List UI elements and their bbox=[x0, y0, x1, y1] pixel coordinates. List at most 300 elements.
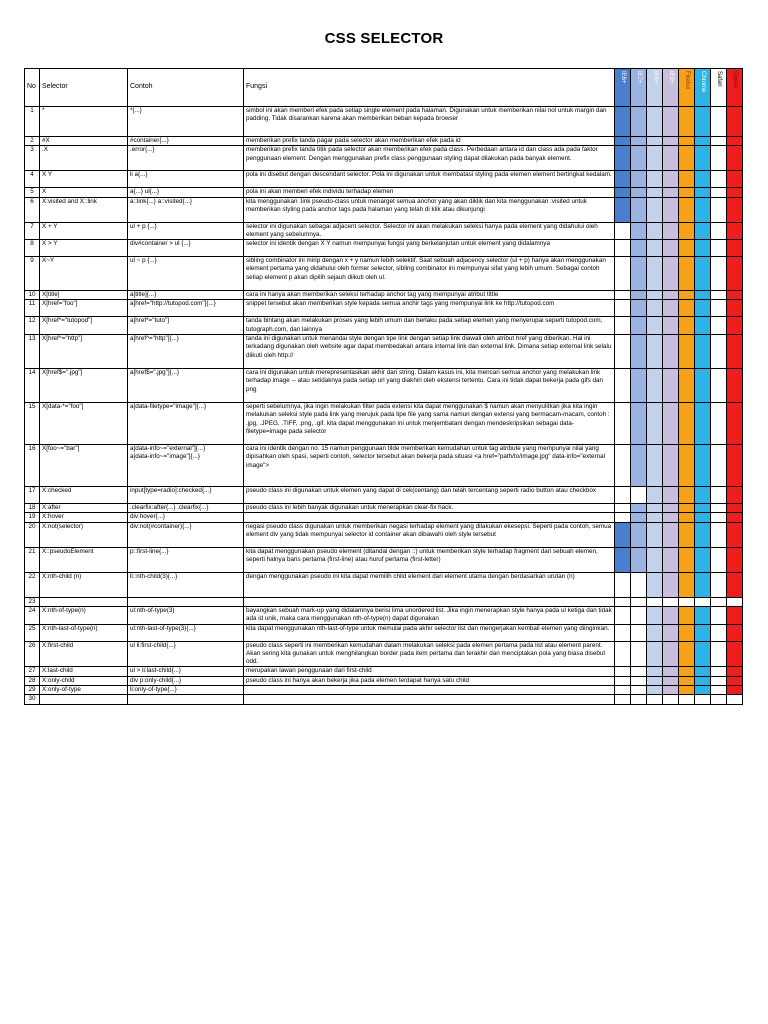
browser-header-firefox bbox=[679, 69, 695, 107]
support-cell bbox=[615, 695, 631, 704]
cell-no: 19 bbox=[25, 513, 40, 522]
support-cell bbox=[679, 188, 695, 197]
support-cell bbox=[663, 317, 679, 335]
support-cell bbox=[727, 137, 743, 146]
support-cell bbox=[727, 257, 743, 291]
support-cell bbox=[695, 257, 711, 291]
support-cell bbox=[679, 641, 695, 667]
cell-no: 20 bbox=[25, 522, 40, 547]
support-cell bbox=[631, 222, 647, 240]
cell-no: 30 bbox=[25, 695, 40, 704]
cell-contoh: ul > li:last-child{...} bbox=[128, 667, 244, 676]
cell-contoh: div#container > ul {...} bbox=[128, 240, 244, 257]
support-cell bbox=[615, 504, 631, 513]
support-cell bbox=[695, 146, 711, 171]
support-cell bbox=[615, 403, 631, 445]
support-cell bbox=[615, 624, 631, 641]
support-cell bbox=[615, 676, 631, 685]
cell-no: 25 bbox=[25, 624, 40, 641]
cell-no: 5 bbox=[25, 188, 40, 197]
cell-contoh: input[type=radio]:checked{...} bbox=[128, 487, 244, 504]
cell-fungsi: tanda ini digunakan untuk menandai style dengan tipe link dengan setiap link diawali oleh atribut href yang diberikan. Hal ini terkadang digunakan oleh website agar dapat membedakan antara internal link dan external link. Dimana setiap external link selalu diikuti oleh http:// bbox=[244, 335, 615, 369]
support-cell bbox=[631, 335, 647, 369]
support-cell bbox=[727, 222, 743, 240]
support-cell bbox=[663, 572, 679, 597]
support-cell bbox=[695, 695, 711, 704]
support-cell bbox=[647, 522, 663, 547]
support-cell bbox=[631, 487, 647, 504]
cell-no: 12 bbox=[25, 317, 40, 335]
cell-selector: X:not(selector) bbox=[40, 522, 128, 547]
support-cell bbox=[631, 369, 647, 403]
support-cell bbox=[679, 445, 695, 487]
cell-no: 15 bbox=[25, 403, 40, 445]
cell-no: 7 bbox=[25, 222, 40, 240]
support-cell bbox=[695, 403, 711, 445]
cell-contoh bbox=[128, 597, 244, 606]
support-cell bbox=[631, 624, 647, 641]
browser-name: IE7+ bbox=[636, 71, 642, 84]
support-cell bbox=[711, 146, 727, 171]
browser-name: IE6+ bbox=[620, 71, 626, 84]
support-cell bbox=[711, 188, 727, 197]
support-cell bbox=[647, 369, 663, 403]
support-cell bbox=[615, 146, 631, 171]
support-cell bbox=[615, 257, 631, 291]
support-cell bbox=[615, 300, 631, 317]
browser-name: Chrome bbox=[700, 71, 706, 93]
cell-fungsi: kita menggunakan :link pseudo-class untuk menarget semua anchor yang akan diklik dan kita menggunakan :visited untuk memberikan styling pada anchor tags pada halaman yang telah di klik atau dikunjungi bbox=[244, 197, 615, 222]
table-row bbox=[25, 403, 743, 445]
support-cell bbox=[647, 624, 663, 641]
support-cell bbox=[711, 197, 727, 222]
support-cell bbox=[727, 487, 743, 504]
support-cell bbox=[647, 291, 663, 300]
cell-no: 18 bbox=[25, 504, 40, 513]
support-cell bbox=[679, 676, 695, 685]
cell-fungsi: tanda bintang akan melakukan proses yang lebih umum dan berlaku pada setiap elemen yang menyerupai seperti tutopod.com, tutograph.com, dan lainnya bbox=[244, 317, 615, 335]
support-cell bbox=[695, 171, 711, 188]
table-row bbox=[25, 513, 743, 522]
support-cell bbox=[647, 222, 663, 240]
support-cell bbox=[615, 107, 631, 137]
cell-contoh: .error{...} bbox=[128, 146, 244, 171]
browser-header-ie6 bbox=[615, 69, 631, 107]
cell-selector: X[href="foo"] bbox=[40, 300, 128, 317]
table-row bbox=[25, 606, 743, 624]
support-cell bbox=[647, 137, 663, 146]
cell-selector: X:only-of-type bbox=[40, 686, 128, 695]
support-cell bbox=[695, 369, 711, 403]
cell-no: 2 bbox=[25, 137, 40, 146]
support-cell bbox=[711, 597, 727, 606]
support-cell bbox=[615, 222, 631, 240]
support-cell bbox=[647, 171, 663, 188]
cell-no: 8 bbox=[25, 240, 40, 257]
cell-no: 1 bbox=[25, 107, 40, 137]
support-cell bbox=[631, 257, 647, 291]
support-cell bbox=[663, 335, 679, 369]
support-cell bbox=[679, 547, 695, 572]
support-cell bbox=[695, 107, 711, 137]
table-row bbox=[25, 547, 743, 572]
support-cell bbox=[615, 547, 631, 572]
table-row bbox=[25, 335, 743, 369]
support-cell bbox=[663, 695, 679, 704]
support-cell bbox=[631, 445, 647, 487]
cell-selector: X[foo~="bar"] bbox=[40, 445, 128, 487]
support-cell bbox=[647, 695, 663, 704]
header-fungsi: Fungsi bbox=[244, 69, 615, 107]
browser-header-ie9 bbox=[663, 69, 679, 107]
support-cell bbox=[647, 572, 663, 597]
support-cell bbox=[711, 107, 727, 137]
cell-fungsi: cara ini identik dengan no. 15 namun penggunaan tilde memberikan kemudahan untuk tag atribute yang mempunyai nilai yang dipisahkan oleh spasi, seperti contoh, selector tersebut akan bekerja pada situasi <a href="path/to/image.jpg" data-info="external image"> bbox=[244, 445, 615, 487]
support-cell bbox=[679, 291, 695, 300]
support-cell bbox=[679, 317, 695, 335]
support-cell bbox=[631, 188, 647, 197]
table-row bbox=[25, 445, 743, 487]
support-cell bbox=[631, 137, 647, 146]
support-cell bbox=[695, 222, 711, 240]
support-cell bbox=[727, 513, 743, 522]
cell-fungsi bbox=[244, 513, 615, 522]
browser-header-opera bbox=[727, 69, 743, 107]
support-cell bbox=[647, 676, 663, 685]
cell-no: 10 bbox=[25, 291, 40, 300]
table-row bbox=[25, 667, 743, 676]
cell-contoh: ul + p {...} bbox=[128, 222, 244, 240]
cell-fungsi: kita dapat menggunakan nth-last-of-type untuk memulai pada akhir selector list dan mengerjakan kembali elemen yang diinginkan. bbox=[244, 624, 615, 641]
support-cell bbox=[647, 146, 663, 171]
cell-contoh: a[href^="http"]{...} bbox=[128, 335, 244, 369]
support-cell bbox=[727, 695, 743, 704]
cell-contoh: a[href*="tuto"] bbox=[128, 317, 244, 335]
support-cell bbox=[615, 686, 631, 695]
support-cell bbox=[727, 197, 743, 222]
cell-fungsi: selector ini identik dengan X Y namun mempunyai fungsi yang berkelanjutan untuk element yang didalamnya bbox=[244, 240, 615, 257]
support-cell bbox=[615, 137, 631, 146]
support-cell bbox=[695, 317, 711, 335]
support-cell bbox=[615, 335, 631, 369]
support-cell bbox=[727, 300, 743, 317]
cell-selector: X:first-child bbox=[40, 641, 128, 667]
support-cell bbox=[663, 624, 679, 641]
support-cell bbox=[679, 335, 695, 369]
support-cell bbox=[679, 572, 695, 597]
cell-contoh: p::first-line{...} bbox=[128, 547, 244, 572]
cell-fungsi: snippet tersebut akan memberikan style kepada semua anchir tags yang mempunyai link ke http://tutopod.com bbox=[244, 300, 615, 317]
support-cell bbox=[663, 513, 679, 522]
header-selector: Selector bbox=[40, 69, 128, 107]
support-cell bbox=[663, 403, 679, 445]
support-cell bbox=[663, 300, 679, 317]
browser-name: IE8+ bbox=[652, 71, 658, 84]
cell-fungsi: pola ini disebut dengan descendant selector. Pola ini digunakan untuk membatasi styling pada elemen element bertingkat kedalam. bbox=[244, 171, 615, 188]
cell-selector bbox=[40, 597, 128, 606]
cell-selector: X:visited and X::link bbox=[40, 197, 128, 222]
table-row bbox=[25, 317, 743, 335]
cell-no: 9 bbox=[25, 257, 40, 291]
support-cell bbox=[631, 513, 647, 522]
support-cell bbox=[727, 403, 743, 445]
support-cell bbox=[679, 369, 695, 403]
support-cell bbox=[711, 487, 727, 504]
support-cell bbox=[711, 222, 727, 240]
support-cell bbox=[631, 686, 647, 695]
support-cell bbox=[695, 504, 711, 513]
cell-contoh: ul:nth-of-type(3) bbox=[128, 606, 244, 624]
cell-fungsi: memberikan prefix tanda titik pada selector akan memberikan efek pada class. Perbedaan antara id dan class ada pada faktor penggunaan element. Dengan menggunakan prefix class penggunaan styling dapat dilakukan pada banyak element. bbox=[244, 146, 615, 171]
support-cell bbox=[711, 403, 727, 445]
cell-fungsi bbox=[244, 597, 615, 606]
table-row bbox=[25, 188, 743, 197]
support-cell bbox=[679, 146, 695, 171]
cell-selector: #X bbox=[40, 137, 128, 146]
table-row bbox=[25, 222, 743, 240]
support-cell bbox=[695, 597, 711, 606]
support-cell bbox=[727, 146, 743, 171]
support-cell bbox=[615, 487, 631, 504]
cell-fungsi: negasi pseudo class digunakan untuk memberikan negasi terhadap element yang dilakukan ekesepsi. Seperti pada contoh, semua element div yang tidak mempunyai selector id container akan dibawahi oleh style tersebut bbox=[244, 522, 615, 547]
cell-selector: X[href$=".jpg"] bbox=[40, 369, 128, 403]
cell-selector: X:checked bbox=[40, 487, 128, 504]
support-cell bbox=[727, 504, 743, 513]
support-cell bbox=[663, 222, 679, 240]
cell-fungsi: memberikan prefix tanda pagar pada selector akan memberikan efek pada id bbox=[244, 137, 615, 146]
cell-selector bbox=[40, 695, 128, 704]
cell-selector: X:last-child bbox=[40, 667, 128, 676]
support-cell bbox=[711, 504, 727, 513]
support-cell bbox=[615, 188, 631, 197]
support-cell bbox=[615, 369, 631, 403]
cell-contoh: a[href="http://tutopod.com"]{...} bbox=[128, 300, 244, 317]
support-cell bbox=[727, 445, 743, 487]
table-row bbox=[25, 504, 743, 513]
support-cell bbox=[695, 137, 711, 146]
table-body bbox=[25, 107, 743, 705]
support-cell bbox=[695, 197, 711, 222]
support-cell bbox=[679, 107, 695, 137]
cell-selector: X[title] bbox=[40, 291, 128, 300]
table-row bbox=[25, 197, 743, 222]
support-cell bbox=[711, 171, 727, 188]
support-cell bbox=[679, 222, 695, 240]
table-row bbox=[25, 695, 743, 704]
browser-name: Safari bbox=[716, 71, 722, 87]
cell-fungsi: pseudo class ini hanya akan bekerja jika pada elemen terdapat hanya satu child bbox=[244, 676, 615, 685]
support-cell bbox=[695, 335, 711, 369]
support-cell bbox=[711, 686, 727, 695]
support-cell bbox=[711, 695, 727, 704]
cell-fungsi: pseudo class ini lebih banyak digunakan untuk menerapkan clear-fix hack. bbox=[244, 504, 615, 513]
support-cell bbox=[631, 146, 647, 171]
cell-no: 22 bbox=[25, 572, 40, 597]
cell-no: 23 bbox=[25, 597, 40, 606]
table-row bbox=[25, 369, 743, 403]
support-cell bbox=[647, 240, 663, 257]
support-cell bbox=[711, 300, 727, 317]
cell-no: 27 bbox=[25, 667, 40, 676]
table-row bbox=[25, 146, 743, 171]
support-cell bbox=[711, 137, 727, 146]
cell-selector: * bbox=[40, 107, 128, 137]
support-cell bbox=[663, 606, 679, 624]
support-cell bbox=[679, 171, 695, 188]
support-cell bbox=[615, 291, 631, 300]
cell-contoh: ul ~ p {...} bbox=[128, 257, 244, 291]
support-cell bbox=[679, 695, 695, 704]
support-cell bbox=[631, 504, 647, 513]
table-row bbox=[25, 572, 743, 597]
support-cell bbox=[647, 188, 663, 197]
cell-contoh: li:only-of-type{...} bbox=[128, 686, 244, 695]
support-cell bbox=[727, 686, 743, 695]
support-cell bbox=[631, 695, 647, 704]
table-row bbox=[25, 300, 743, 317]
cell-no: 29 bbox=[25, 686, 40, 695]
support-cell bbox=[631, 317, 647, 335]
cell-fungsi: pseudo class ini digunakan untuk elemen yang dapat di cek(centang) dan telah tercentang seperti radio button atau checkbox bbox=[244, 487, 615, 504]
cell-contoh: *{...} bbox=[128, 107, 244, 137]
cell-fungsi bbox=[244, 686, 615, 695]
support-cell bbox=[647, 686, 663, 695]
page-title: CSS SELECTOR bbox=[324, 30, 444, 47]
support-cell bbox=[711, 572, 727, 597]
support-cell bbox=[647, 257, 663, 291]
support-cell bbox=[663, 686, 679, 695]
browser-name: Opera bbox=[732, 71, 738, 88]
cell-selector: .X bbox=[40, 146, 128, 171]
support-cell bbox=[695, 291, 711, 300]
support-cell bbox=[711, 624, 727, 641]
support-cell bbox=[695, 686, 711, 695]
support-cell bbox=[663, 188, 679, 197]
support-cell bbox=[663, 667, 679, 676]
table-row bbox=[25, 597, 743, 606]
support-cell bbox=[695, 300, 711, 317]
support-cell bbox=[679, 606, 695, 624]
support-cell bbox=[631, 572, 647, 597]
support-cell bbox=[711, 335, 727, 369]
support-cell bbox=[711, 369, 727, 403]
support-cell bbox=[711, 445, 727, 487]
support-cell bbox=[647, 197, 663, 222]
support-cell bbox=[727, 597, 743, 606]
support-cell bbox=[727, 606, 743, 624]
cell-fungsi: pseudo class seperti ini memberikan kemudahan dalam melakukan seleksi pada elemen pertama pada list atau element parent. Akan sering kita gunakan untuk menghilangkan border pada item pertama dan terakhir dan menciptakan pola yang biasa disebut odd. bbox=[244, 641, 615, 667]
cell-fungsi: seperti sebelumnya, jika ingin melakukan filter pada extensi kita dapat menggunakan $ namun akan menyulitkan jika kita ingin melakukan seleksi style pada link yang merujuk pada tipe file yang sama namun dengan extensi yang bermacam-macam, contoh : .jpg, .JPEG, .TIFF, .png, .gif. kita dapat menggunakan ini untuk menjembatani dengan mendeskripsikan sebagai data-filetype=image pada selector bbox=[244, 403, 615, 445]
support-cell bbox=[615, 522, 631, 547]
cell-contoh: a::link{...} a::visited{...} bbox=[128, 197, 244, 222]
support-cell bbox=[727, 107, 743, 137]
support-cell bbox=[695, 240, 711, 257]
support-cell bbox=[663, 504, 679, 513]
support-cell bbox=[727, 572, 743, 597]
support-cell bbox=[647, 403, 663, 445]
cell-no: 14 bbox=[25, 369, 40, 403]
table-row bbox=[25, 240, 743, 257]
cell-selector: X:hover bbox=[40, 513, 128, 522]
support-cell bbox=[647, 317, 663, 335]
support-cell bbox=[727, 335, 743, 369]
cell-fungsi bbox=[244, 695, 615, 704]
support-cell bbox=[631, 641, 647, 667]
table-row bbox=[25, 171, 743, 188]
support-cell bbox=[663, 146, 679, 171]
cell-contoh: a[data-info~="external"]{...} a[data-info~="image"]{...} bbox=[128, 445, 244, 487]
cell-selector: X[href^="http"] bbox=[40, 335, 128, 369]
support-cell bbox=[727, 188, 743, 197]
cell-contoh: div:hover{...} bbox=[128, 513, 244, 522]
support-cell bbox=[663, 547, 679, 572]
support-cell bbox=[647, 641, 663, 667]
support-cell bbox=[679, 686, 695, 695]
support-cell bbox=[631, 676, 647, 685]
cell-contoh: ul:nth-last-of-type(3){...} bbox=[128, 624, 244, 641]
support-cell bbox=[615, 597, 631, 606]
support-cell bbox=[679, 257, 695, 291]
cell-selector: X[href*="tutopod"] bbox=[40, 317, 128, 335]
support-cell bbox=[631, 197, 647, 222]
cell-selector: X:only-child bbox=[40, 676, 128, 685]
cell-fungsi: dengan menggunakan pseudo ini kita dapat memilih child element dari element utama dengan berdasarkan urutan (n) bbox=[244, 572, 615, 597]
cell-selector: X:nth-of-type(n) bbox=[40, 606, 128, 624]
support-cell bbox=[711, 240, 727, 257]
cell-selector: X:nth-last-of-type(n) bbox=[40, 624, 128, 641]
support-cell bbox=[647, 667, 663, 676]
cell-selector: X Y bbox=[40, 171, 128, 188]
support-cell bbox=[631, 171, 647, 188]
support-cell bbox=[631, 547, 647, 572]
cell-fungsi: bayangkan sebuah mark-up yang didalamnya berisi lima unordered list. Jika ingin menerapkan style hanya pada ul ketiga dan tidak ada id unik, maka cara menggunakan nth-of-type(n) dapat digunakan bbox=[244, 606, 615, 624]
cell-selector: X + Y bbox=[40, 222, 128, 240]
support-cell bbox=[695, 445, 711, 487]
support-cell bbox=[615, 606, 631, 624]
support-cell bbox=[727, 676, 743, 685]
support-cell bbox=[647, 487, 663, 504]
support-cell bbox=[663, 445, 679, 487]
support-cell bbox=[679, 240, 695, 257]
support-cell bbox=[679, 504, 695, 513]
browser-header-chrome bbox=[695, 69, 711, 107]
table-header-row bbox=[25, 69, 743, 107]
support-cell bbox=[711, 257, 727, 291]
support-cell bbox=[727, 240, 743, 257]
table-row bbox=[25, 676, 743, 685]
table-row bbox=[25, 522, 743, 547]
cell-no: 4 bbox=[25, 171, 40, 188]
support-cell bbox=[695, 606, 711, 624]
support-cell bbox=[631, 300, 647, 317]
table-row bbox=[25, 291, 743, 300]
support-cell bbox=[647, 513, 663, 522]
support-cell bbox=[679, 597, 695, 606]
support-cell bbox=[663, 171, 679, 188]
cell-no: 24 bbox=[25, 606, 40, 624]
support-cell bbox=[615, 317, 631, 335]
cell-contoh: ul li:first-child{...} bbox=[128, 641, 244, 667]
cell-fungsi: pola ini akan memberi efek individu terhadap elemen bbox=[244, 188, 615, 197]
support-cell bbox=[647, 597, 663, 606]
cell-selector: X:after bbox=[40, 504, 128, 513]
support-cell bbox=[631, 667, 647, 676]
support-cell bbox=[679, 137, 695, 146]
cell-no: 6 bbox=[25, 197, 40, 222]
support-cell bbox=[615, 641, 631, 667]
cell-selector: X bbox=[40, 188, 128, 197]
support-cell bbox=[615, 513, 631, 522]
